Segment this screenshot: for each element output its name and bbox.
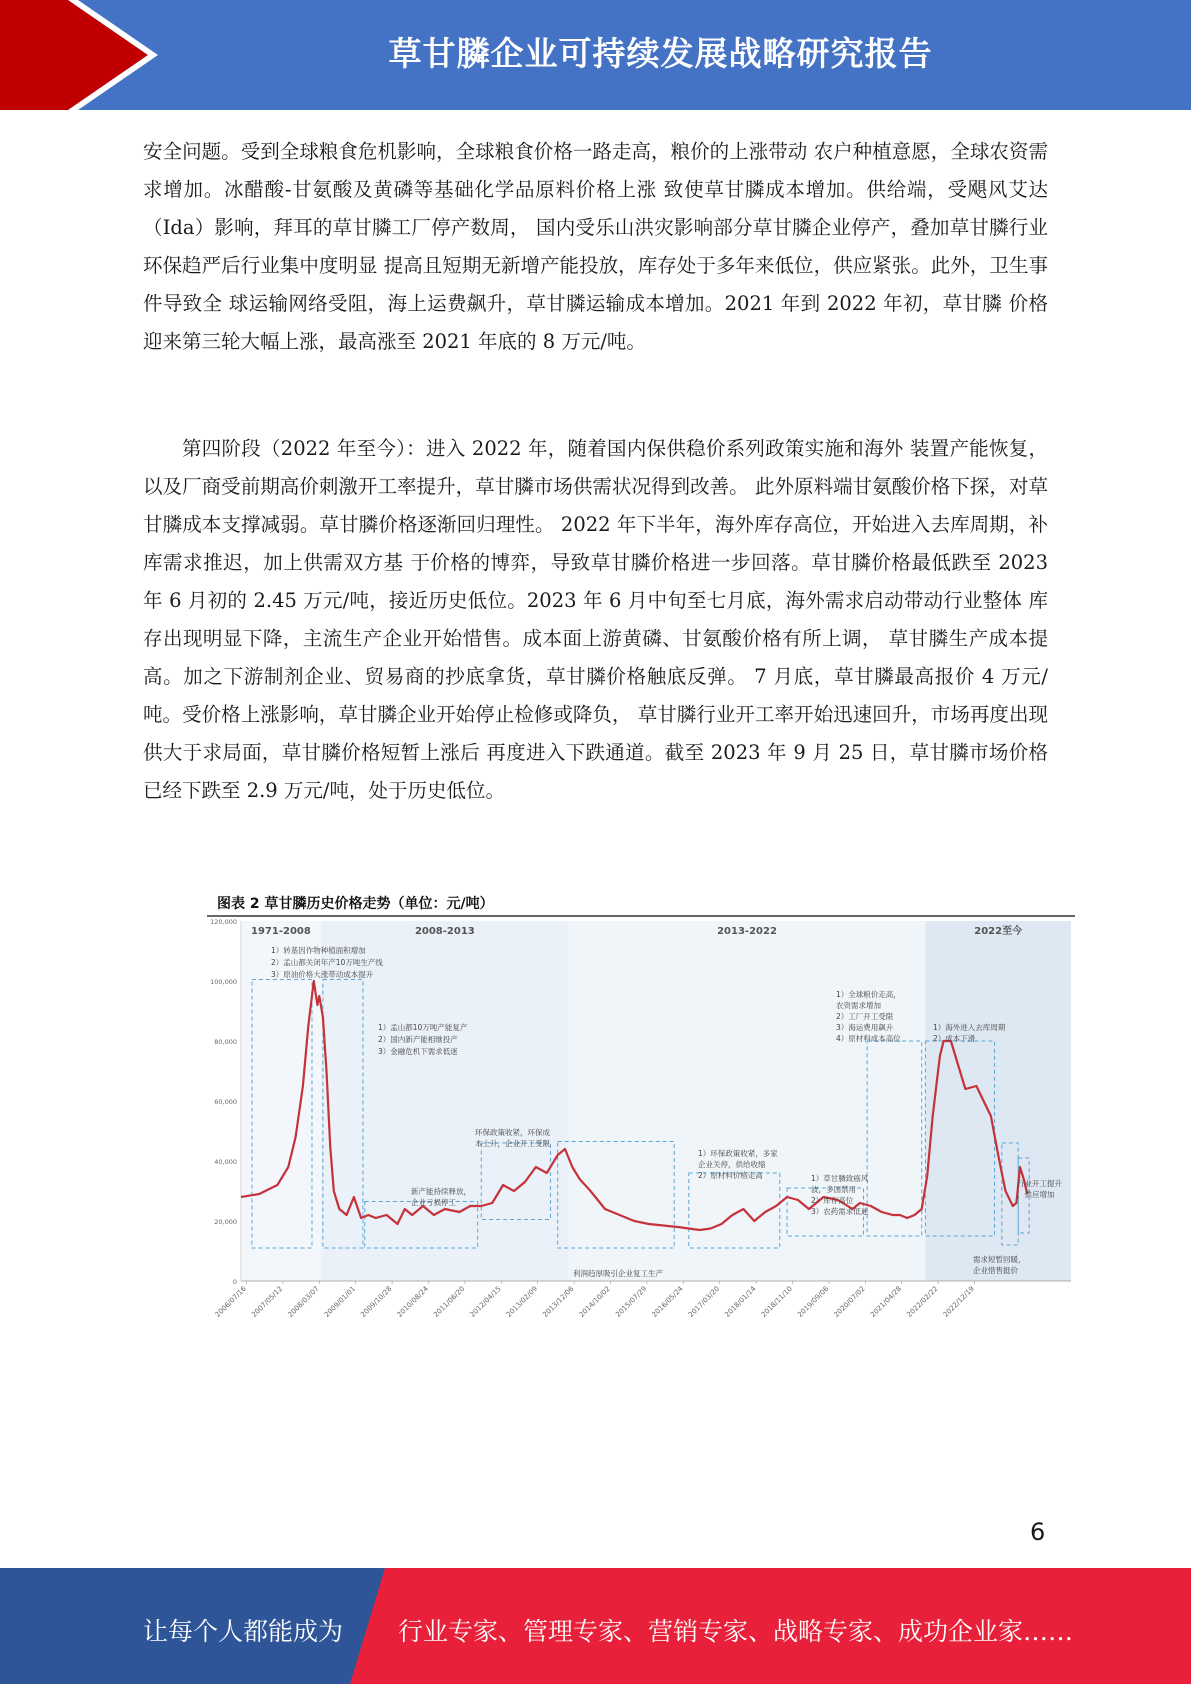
annotation-text: 需求短暂回暖， (973, 1255, 1026, 1264)
era-band (569, 921, 926, 1281)
page-footer (0, 1568, 1191, 1684)
annotation-text: ，供应增加 (1017, 1190, 1055, 1199)
y-tick-label: 120,000 (210, 918, 237, 926)
x-tick-label: 2013/12/06 (541, 1284, 576, 1319)
annotation-text: 2）工厂开工受限 (836, 1012, 894, 1021)
annotation-text: 2）原材料价格走高 (698, 1171, 763, 1180)
annotation-text: 1）转基因作物种植面积增加 (271, 946, 366, 955)
x-tick-label: 2010/08/24 (395, 1284, 430, 1319)
x-tick-label: 2015/07/29 (614, 1284, 649, 1319)
y-tick-label: 0 (232, 1278, 237, 1286)
era-label: 2022至今 (974, 926, 1023, 937)
x-tick-label: 2016/05/24 (650, 1284, 685, 1319)
annotation-text: 2）孟山都关闭年产10万吨生产线 (271, 958, 383, 967)
y-tick-label: 40,000 (214, 1158, 237, 1166)
y-tick-label: 80,000 (214, 1038, 237, 1046)
paragraph-2-text: 第四阶段（2022 年至今）：进入 2022 年，随着国内保供稳价系列政策实施和海外 装置产能恢复，以及厂商受前期高价刺激开工率提升，草甘膦市场供需状况得到改善。 此外原料端甘氨酸价格下探，对草甘膦成本支撑减弱。草甘膦价格逐渐回归理性。 2022 年下半年，海外库存高位，开始进入去库周期，补库需求推迟，加上供需双方基 于价格的博弈，导致草甘膦价格进一步回落。草甘膦价格最低跌至 2023 年 6 月初的 2.45 万元/吨，接近历史低位。2023 年 6 月中旬至七月底，海外需求启动带动行业整体 库存出现明显下降，主流生产企业开始惜售。成本面上游黄磷、甘氨酸价格有所上调， 草甘膦生产成本提高。加之下游制剂企业、贸易商的抄底拿货，草甘膦价格触底反弹。 7 月底，草甘膦最高报价 4 万元/吨。受价格上涨影响，草甘膦企业开始停止检修或降负， 草甘膦行业开工率开始迅速回升，市场再度出现供大于求局面，草甘膦价格短暂上涨后 再度进入下跌通道。截至 2023 年 9 月 25 日，草甘膦市场价格已经下跌至 2.9 万元/吨，处于历史低位。 (143, 437, 1048, 802)
era-label: 1971-2008 (251, 926, 311, 937)
x-tick-label: 2018/01/14 (723, 1284, 758, 1319)
x-tick-label: 2019/09/06 (796, 1284, 831, 1319)
price-history-chart (205, 885, 1077, 1340)
annotation-text: 本上升，企业开工受限 (475, 1139, 550, 1148)
x-tick-label: 2009/10/28 (359, 1284, 394, 1319)
x-tick-label: 2012/04/15 (468, 1284, 503, 1319)
page-number: 6 (1030, 1518, 1046, 1546)
footer-slogan-left: 让每个人都能成为 (143, 1617, 344, 1646)
paragraph-1 (143, 133, 1048, 361)
x-tick-label: 2021/04/28 (868, 1284, 904, 1319)
annotation-text: 企业惜售挺价 (973, 1266, 1018, 1275)
y-tick-label: 20,000 (214, 1218, 237, 1226)
annotation-text: 3）海运费用飙升 (836, 1023, 894, 1032)
era-band (925, 921, 1071, 1281)
era-label: 2008-2013 (414, 926, 475, 937)
x-tick-label: 2011/06/20 (432, 1284, 467, 1319)
annotation-text: 农资需求增加 (836, 1001, 881, 1010)
x-tick-label: 2018/11/10 (759, 1284, 794, 1319)
x-tick-label: 2022/02/22 (905, 1284, 940, 1319)
annotation-text: 3）农药需求低迷 (811, 1207, 869, 1216)
page-header (0, 0, 1191, 110)
annotation-text: 2）成本下滑 (933, 1034, 976, 1043)
era-label: 2013-2022 (717, 926, 777, 937)
annotation-text: 2）国内新产能相继投产 (378, 1035, 458, 1044)
y-tick-label: 100,000 (210, 978, 237, 986)
x-tick-label: 2022/12/19 (941, 1284, 976, 1319)
x-tick-label: 2017/03/20 (686, 1284, 722, 1319)
x-tick-label: 2014/10/02 (577, 1284, 612, 1319)
annotation-text: 利润趋厚吸引企业复工生产 (573, 1269, 663, 1278)
footer-slogan-right: 行业专家、管理专家、营销专家、战略专家、成功企业家…… (398, 1617, 1074, 1646)
annotation-text: 3）原油价格大涨带动成本提升 (271, 970, 374, 979)
annotation-text: 1）环保政策收紧，多家 (698, 1149, 778, 1158)
x-tick-label: 2006/07/16 (213, 1284, 248, 1319)
chart-svg (205, 885, 1077, 1340)
paragraph-2 (143, 430, 1048, 810)
x-tick-label: 2009/01/01 (322, 1284, 358, 1319)
y-tick-label: 60,000 (214, 1098, 237, 1106)
paragraph-1-text: 安全问题。受到全球粮食危机影响，全球粮食价格一路走高，粮价的上涨带动 农户种植意愿，全球农资需求增加。冰醋酸-甘氨酸及黄磷等基础化学品原料价格上涨 致使草甘膦成本增加。供给端，受飓风艾达（Ida）影响，拜耳的草甘膦工厂停产数周， 国内受乐山洪灾影响部分草甘膦企业停产，叠加草甘膦行业环保趋严后行业集中度明显 提高且短期无新增产能投放，库存处于多年来低位，供应紧张。此外，卫生事件导致全 球运输网络受阻，海上运费飙升，草甘膦运输成本增加。2021 年到 2022 年初，草甘膦 价格迎来第三轮大幅上涨，最高涨至 2021 年底的 8 万元/吨。 (143, 140, 1048, 353)
annotation-text: 新产能持续释放， (411, 1187, 471, 1196)
annotation-text: 波，多国禁用 (811, 1185, 856, 1194)
annotation-text: 企业关停，供给收缩 (698, 1160, 766, 1169)
x-tick-label: 2007/05/12 (250, 1284, 285, 1319)
annotation-text: 3）金融危机下需求低迷 (378, 1047, 458, 1056)
annotation-text: 企业亏损停工 (411, 1198, 456, 1207)
x-tick-label: 2013/02/09 (504, 1284, 540, 1319)
annotation-text: 1）草甘膦致癌风 (811, 1174, 869, 1183)
x-tick-label: 2020/07/02 (832, 1284, 867, 1319)
annotation-text: 1）全球粮价走高， (836, 990, 901, 999)
chart-title: 图表 2 草甘膦历史价格走势（单位：元/吨） (217, 896, 494, 912)
annotation-text: 2）库存高位 (811, 1196, 854, 1205)
report-title: 草甘膦企业可持续发展战略研究报告 (388, 34, 933, 73)
annotation-text: 4）原材料成本高位 (836, 1034, 901, 1043)
annotation-text: 1）海外进入去库周期 (933, 1023, 1006, 1032)
annotation-text: 行业开工提升 (1017, 1179, 1062, 1188)
annotation-text: 环保政策收紧，环保成 (475, 1128, 550, 1137)
x-tick-label: 2008/03/07 (286, 1284, 321, 1319)
annotation-text: 1）孟山都10万吨产能复产 (378, 1023, 468, 1032)
